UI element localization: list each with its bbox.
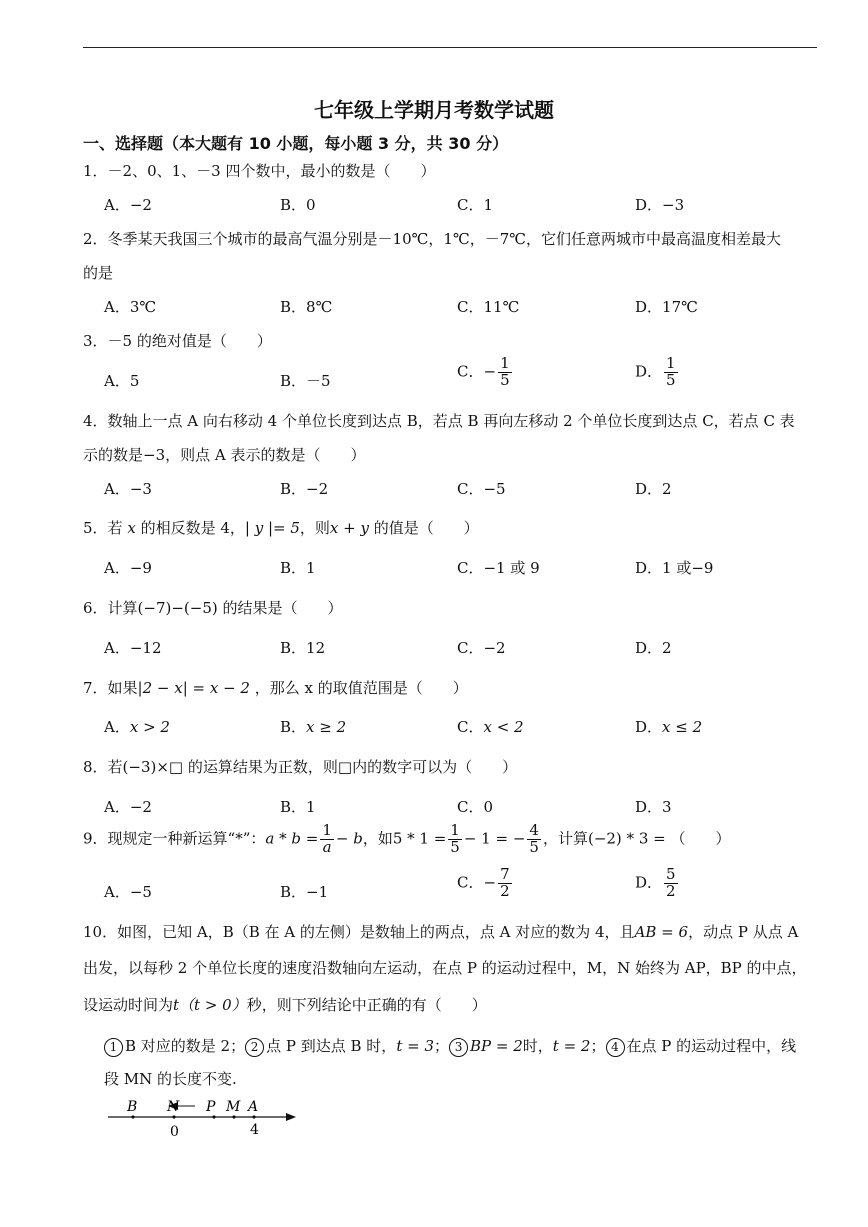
fraction: $\frac{1}{5}$ — [666, 354, 676, 389]
question-10-statements: 1 B 对应的数是 2； 2 点 P 到达点 B 时，t = 3； 3 BP = 2时，t = 2； 4 在点 P 的运动过程中，线 — [104, 1035, 796, 1057]
circled-number-3: 3 — [449, 1038, 468, 1057]
fraction: $\frac{7}{2}$ — [500, 865, 510, 900]
q8-option-c[interactable]: C．0 — [457, 798, 494, 816]
circled-number-4: 4 — [606, 1038, 625, 1057]
q9-option-b[interactable]: B．−1 — [280, 883, 329, 901]
q6-option-d[interactable]: D．2 — [635, 639, 672, 657]
point-p-dot — [212, 1115, 215, 1118]
q3-option-b[interactable]: B．－5 — [280, 372, 331, 390]
q2-option-d[interactable]: D．17℃ — [635, 298, 698, 316]
label-m: M — [226, 1099, 241, 1115]
q2-option-a[interactable]: A．3℃ — [104, 298, 157, 316]
q9-option-a[interactable]: A．−5 — [104, 883, 152, 901]
point-b-dot — [131, 1115, 134, 1118]
q1-option-b[interactable]: B．0 — [280, 196, 316, 214]
label-n: N — [167, 1099, 180, 1115]
fraction: $\frac{1}{5}$ — [500, 354, 510, 389]
q5-option-c[interactable]: C．−1 或 9 — [457, 559, 540, 577]
question-2-line1: 2．冬季某天我国三个城市的最高气温分别是－10℃，1℃，－7℃，它们任意两城市中最高温度相差最大 — [83, 230, 782, 248]
question-1: 1．－2、0、1、－3 四个数中，最小的数是（ ） — [83, 162, 436, 180]
q7-option-b[interactable]: B．x ≥ 2 — [280, 718, 347, 736]
circled-number-1: 1 — [104, 1038, 123, 1057]
question-4-line2: 示的数是−3，则点 A 表示的数是（ ） — [83, 446, 366, 464]
question-3: 3．－5 的绝对值是（ ） — [83, 332, 272, 350]
q6-option-a[interactable]: A．−12 — [104, 639, 162, 657]
q3-option-c[interactable]: C．− $\frac{1}{5}$ — [457, 354, 510, 389]
question-6: 6．计算(−7)−(−5) 的结果是（ ） — [83, 599, 343, 617]
question-2-line2: 的是 — [83, 264, 114, 282]
label-p: P — [206, 1099, 216, 1115]
q6-option-b[interactable]: B．12 — [280, 639, 326, 657]
question-8: 8．若(−3)×□ 的运算结果为正数，则□内的数字可以为（ ） — [83, 758, 518, 776]
q4-option-b[interactable]: B．−2 — [280, 480, 329, 498]
q5-option-a[interactable]: A．−9 — [104, 559, 152, 577]
q5-option-d[interactable]: D．1 或−9 — [635, 559, 714, 577]
question-7: 7．如果|2 − x| = x − 2 ，那么 x 的取值范围是（ ） — [83, 679, 468, 697]
section-heading: 一、选择题（本大题有 10 小题，每小题 3 分，共 30 分） — [83, 134, 509, 153]
q7-option-c[interactable]: C．x < 2 — [457, 718, 524, 736]
q4-option-a[interactable]: A．−3 — [104, 480, 152, 498]
fraction: $\frac{4}{5}$ — [529, 821, 539, 856]
tick-0: 0 — [170, 1124, 179, 1140]
question-9: 9．现规定一种新运算“*”：a * b = $\frac{1}{a}$ − b，如5 * 1 = $\frac{1}{5}$ − 1 = − $\frac{4}{5}$ ，计算(−2) * 3 = （ ） — [83, 821, 731, 856]
q4-option-c[interactable]: C．−5 — [457, 480, 506, 498]
number-line-figure — [100, 1095, 310, 1145]
q8-option-b[interactable]: B．1 — [280, 798, 316, 816]
q8-option-a[interactable]: A．−2 — [104, 798, 152, 816]
question-10-statements-cont: 段 MN 的长度不变. — [104, 1070, 237, 1088]
q3-option-d[interactable]: D． $\frac{1}{5}$ — [635, 354, 676, 389]
fraction: $\frac{1}{5}$ — [450, 821, 460, 856]
q9-option-d[interactable]: D． $\frac{5}{2}$ — [635, 865, 676, 900]
circled-number-2: 2 — [245, 1038, 264, 1057]
q3-option-a[interactable]: A．5 — [104, 372, 140, 390]
arrow-right-icon — [286, 1113, 296, 1121]
question-10-line1: 10．如图，已知 A，B（B 在 A 的左侧）是数轴上的两点，点 A 对应的数为 4，且AB = 6，动点 P 从点 A — [83, 923, 799, 941]
q5-option-b[interactable]: B．1 — [280, 559, 316, 577]
question-10-line3: 设运动时间为t（t > 0）秒，则下列结论中正确的有（ ） — [83, 996, 487, 1014]
question-10-line2: 出发，以每秒 2 个单位长度的速度沿数轴向左运动，在点 P 的运动过程中，M，N 始终为 AP，BP 的中点， — [83, 959, 807, 977]
q7-option-d[interactable]: D．x ≤ 2 — [635, 718, 703, 736]
page-title: 七年级上学期月考数学试题 — [314, 98, 554, 122]
q4-option-d[interactable]: D．2 — [635, 480, 672, 498]
point-m-dot — [232, 1115, 235, 1118]
header-rule — [83, 47, 817, 48]
q2-option-b[interactable]: B．8℃ — [280, 298, 333, 316]
fraction: $\frac{1}{a}$ — [322, 821, 332, 856]
q2-option-c[interactable]: C．11℃ — [457, 298, 520, 316]
point-a-dot — [252, 1115, 255, 1118]
q7-option-a[interactable]: A．x > 2 — [104, 718, 170, 736]
point-n-dot — [172, 1115, 175, 1118]
q8-option-d[interactable]: D．3 — [635, 798, 672, 816]
tick-4: 4 — [250, 1122, 259, 1138]
question-5: 5．若 x 的相反数是 4，| y |= 5，则x + y 的值是（ ） — [83, 519, 479, 537]
q9-option-c[interactable]: C．− $\frac{7}{2}$ — [457, 865, 510, 900]
fraction: $\frac{5}{2}$ — [666, 865, 676, 900]
q1-option-c[interactable]: C．1 — [457, 196, 494, 214]
label-a: A — [248, 1099, 259, 1115]
q1-option-a[interactable]: A．−2 — [104, 196, 152, 214]
q6-option-c[interactable]: C．−2 — [457, 639, 506, 657]
label-b: B — [127, 1099, 138, 1115]
q1-option-d[interactable]: D．−3 — [635, 196, 685, 214]
question-4-line1: 4．数轴上一点 A 向右移动 4 个单位长度到达点 B，若点 B 再向左移动 2 个单位长度到达点 C，若点 C 表 — [83, 412, 795, 430]
